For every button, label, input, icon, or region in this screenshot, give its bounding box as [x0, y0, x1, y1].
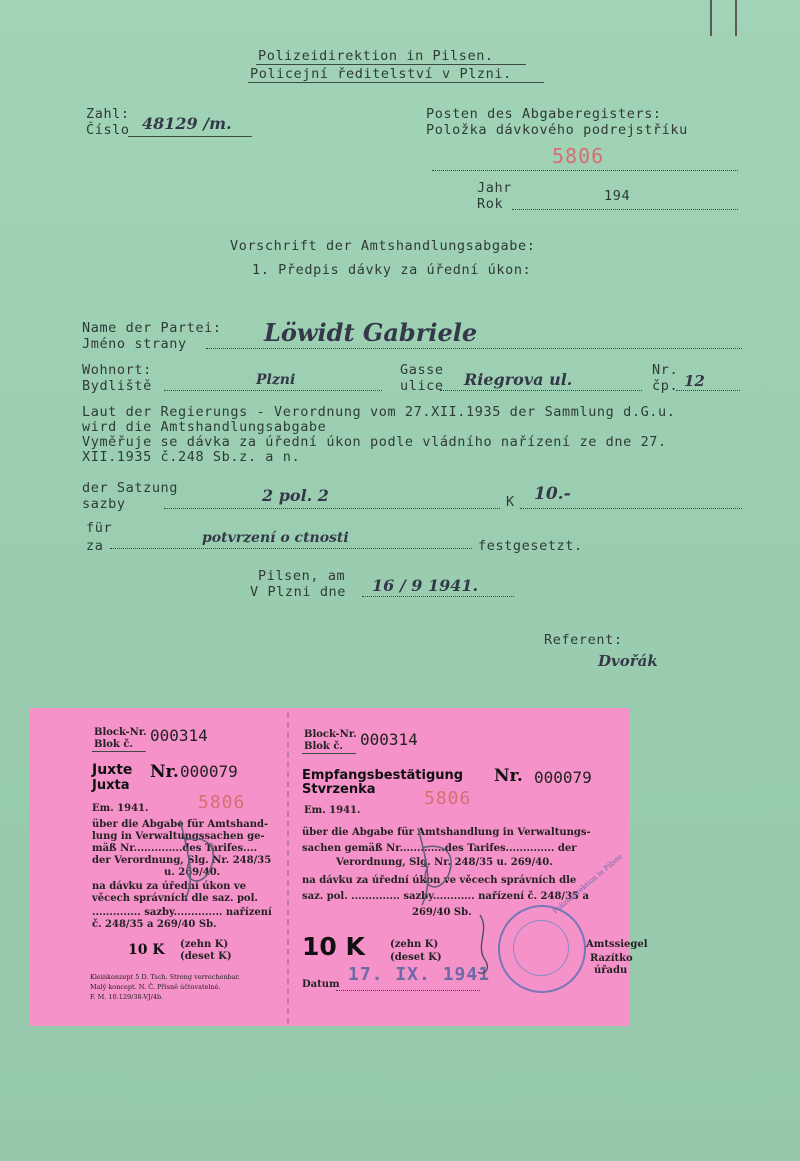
ref-number: 48129 /m. [142, 114, 232, 133]
seal-label-cz: Razítko [590, 953, 633, 964]
left-footer-1: Kleinkonzept 5 D. Tsch. Streng verrechenbar. [90, 973, 241, 981]
right-signature-mark [470, 910, 500, 980]
number-value: 12 [684, 372, 705, 390]
right-text-3: Verordnung, Slg. Nr. 248/35 u. 269/40. [336, 857, 553, 868]
year-line [512, 209, 738, 210]
right-text-5: saz. pol. .............. sazby............ nařízení č. 248/35 a [302, 891, 589, 902]
right-text-1: über die Abgabe für Amtshandlung in Verwaltungs- [302, 827, 591, 838]
regulation-line-2: wird die Amtshandlungsabgabe [82, 419, 327, 435]
left-text-3: mäß Nr..............des Tarifes.... [92, 843, 258, 854]
left-register-stamp: 5806 [198, 792, 246, 813]
place-label-de: Pilsen, am [258, 568, 346, 584]
right-block-label-de: Block-Nr. [304, 729, 357, 740]
street-label-cz: ulice [400, 378, 444, 394]
party-label-de: Name der Partei: [82, 320, 222, 336]
left-block-underline [92, 751, 146, 752]
left-nr-label: Nr. [150, 762, 179, 782]
seal-label-cz2: úřadu [594, 965, 628, 976]
right-date-label: Datum [302, 979, 340, 990]
seal-label-de: Amtssiegel [586, 939, 648, 950]
header-cz: Policejní ředitelství v Plzni. [250, 66, 512, 82]
regulation-line-3: Vyměřuje se dávka za úřední úkon podle vládního nařízení ze dne 27. [82, 434, 667, 450]
right-text-4: na dávku za úřední úkon ve věcech správních dle [302, 875, 577, 886]
left-text-8: .............. sazby.............. nařízení [92, 907, 272, 918]
year-value: 194 [604, 188, 631, 204]
left-title-de: Juxte [92, 762, 133, 778]
number-label-de: Nr. [652, 362, 679, 378]
header-de: Polizeidirektion in Pilsen. [258, 48, 494, 64]
register-number: 5806 [552, 144, 605, 168]
left-block-number: 000314 [150, 726, 208, 745]
right-block-label-cz: Blok č. [304, 741, 343, 752]
residence-label-de: Wohnort: [82, 362, 152, 378]
street-line [440, 390, 642, 391]
rate-label-cz: sazby [82, 496, 126, 512]
right-date-line [336, 990, 480, 991]
referent-label: Referent: [544, 632, 623, 648]
purpose-label-de: für [86, 520, 113, 536]
rate-amount: 10.- [534, 484, 571, 504]
right-block-underline [302, 753, 356, 754]
left-footer-3: F. M. 10.129/38-VJ/4b. [90, 993, 164, 1001]
right-nr-value: 000079 [534, 768, 592, 787]
right-title-de: Empfangsbestätigung [302, 768, 464, 783]
left-text-2: lung in Verwaltungssachen ge- [92, 831, 265, 842]
left-amount-de: (zehn K) [180, 939, 229, 950]
left-nr-value: 000079 [180, 762, 238, 781]
number-label-cz: čp. [652, 378, 679, 394]
binder-mark [710, 0, 712, 36]
binder-mark [735, 0, 737, 36]
left-block-label-de: Block-Nr. [94, 727, 147, 738]
register-label-cz: Položka dávkového podrejstříku [426, 122, 688, 138]
right-pencil-mark [400, 810, 480, 910]
left-text-1: über die Abgabe für Amtshand- [92, 819, 269, 830]
right-date-stamp: 17. IX. 1941 [348, 964, 491, 985]
ref-label-cz: Číslo [86, 122, 130, 138]
purpose-line [110, 548, 472, 549]
title-de: Vorschrift der Amtshandlungsabgabe: [230, 238, 536, 254]
left-text-6: na dávku za úřední úkon ve [92, 881, 247, 892]
purpose-suffix: festgesetzt. [478, 538, 583, 554]
rate-value: 2 pol. 2 [262, 486, 329, 505]
rate-currency: K [506, 494, 515, 510]
register-line [432, 170, 738, 171]
party-label-cz: Jméno strany [82, 336, 187, 352]
party-name: Löwidt Gabriele [264, 318, 478, 347]
residence-label-cz: Bydliště [82, 378, 152, 394]
ref-label-de: Zahl: [86, 106, 130, 122]
rate-label-de: der Satzung [82, 480, 179, 496]
right-nr-label: Nr. [494, 766, 523, 786]
right-em: Em. 1941. [304, 805, 361, 816]
rate-line [164, 508, 500, 509]
purpose-label-cz: za [86, 538, 104, 554]
right-amount-de: (zehn K) [390, 939, 439, 950]
right-amount: 10 K [302, 932, 365, 961]
left-block-label-cz: Blok č. [94, 739, 133, 750]
street-label-de: Gasse [400, 362, 444, 378]
official-seal-inner [513, 920, 569, 976]
perforation [287, 712, 289, 1024]
left-text-5: u. 269/40. [164, 867, 221, 878]
right-title-cz: Stvrzenka [302, 782, 376, 797]
amount-line [520, 508, 742, 509]
year-label-de: Jahr [477, 180, 512, 196]
left-text-4: der Verordnung, Slg. Nr. 248/35 [92, 855, 272, 866]
year-label-cz: Rok [477, 196, 504, 212]
right-block-number: 000314 [360, 730, 418, 749]
right-amount-cz: (deset K) [390, 952, 442, 963]
referent-signature: Dvořák [598, 652, 658, 670]
left-em: Em. 1941. [92, 803, 149, 814]
left-text-7: věcech správních dle saz. pol. [92, 893, 258, 904]
ref-underline [128, 136, 252, 137]
residence-value: Plzni [256, 372, 296, 388]
left-text-9: č. 248/35 a 269/40 Sb. [92, 919, 217, 930]
street-value: Riegrova ul. [464, 370, 573, 389]
number-line [676, 390, 740, 391]
seal-ring-text: Polizeidirektion in Pilsen [551, 852, 624, 916]
title-cz: 1. Předpis dávky za úřední úkon: [252, 262, 532, 278]
right-text-6: 269/40 Sb. [412, 907, 472, 918]
place-label-cz: V Plzni dne [250, 584, 347, 600]
right-text-2: sachen gemäß Nr.............des Tarifes.............. der [302, 843, 577, 854]
date-line [362, 596, 514, 597]
regulation-line-4: XII.1935 č.248 Sb.z. a n. [82, 449, 301, 465]
left-footer-2: Malý koncept. N. Č. Přísně účtovatelné. [90, 983, 221, 991]
register-label-de: Posten des Abgaberegisters: [426, 106, 662, 122]
place-date-value: 16 / 9 1941. [372, 576, 479, 595]
purpose-value: potvrzení o ctnosti [202, 530, 349, 546]
residence-line [164, 390, 382, 391]
left-title-cz: Juxta [92, 778, 130, 793]
left-amount: 10 K [128, 942, 165, 958]
party-line [206, 348, 742, 349]
regulation-line-1: Laut der Regierungs - Verordnung vom 27.XII.1935 der Sammlung d.G.u. [82, 404, 676, 420]
left-pencil-mark [160, 800, 240, 910]
header-underline [248, 82, 544, 83]
header-underline [256, 64, 526, 65]
left-amount-cz: (deset K) [180, 951, 232, 962]
right-register-stamp: 5806 [424, 788, 472, 809]
